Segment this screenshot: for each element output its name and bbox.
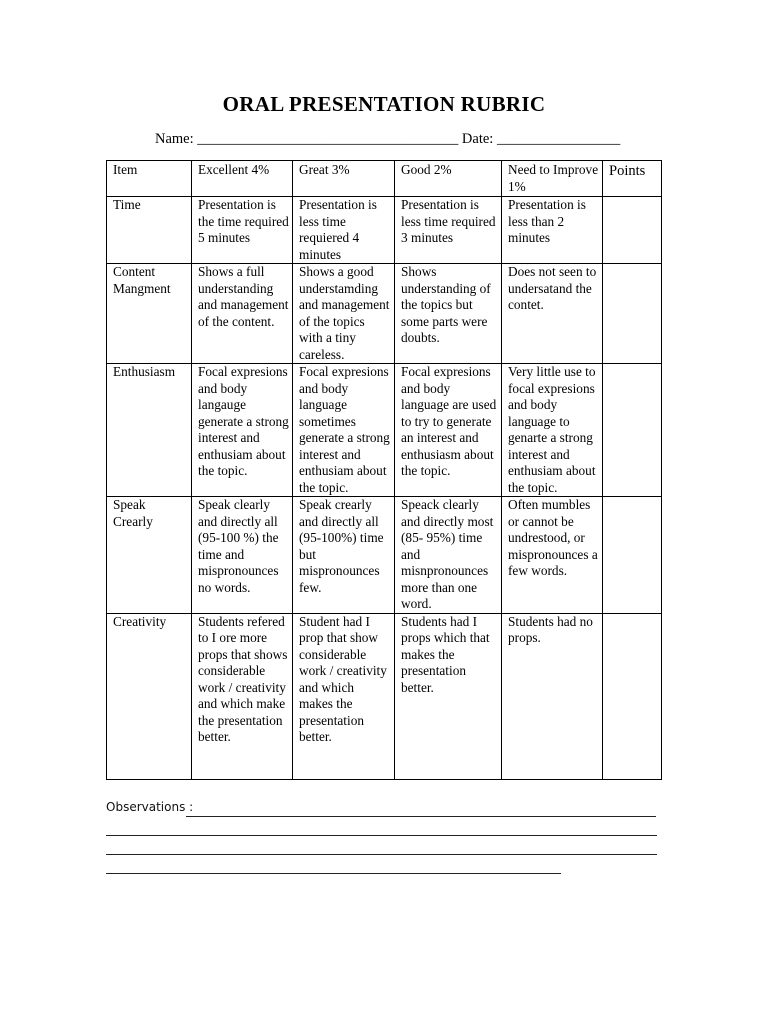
cell-excellent: Speak clearly and directly all (95-100 %) the time and mispronounces no words.	[192, 497, 293, 614]
header-great: Great 3%	[293, 161, 395, 197]
cell-points[interactable]	[603, 364, 662, 497]
cell-good: Speack clearly and directly most (85- 95%) time and misnpronounces more than one word.	[395, 497, 502, 614]
cell-need-to-improve: Presentation is less than 2 minutes	[502, 197, 603, 264]
cell-great: Shows a good understamding and management of the topics with a tiny careless.	[293, 264, 395, 364]
cell-good: Presentation is less time required 3 minutes	[395, 197, 502, 264]
observations-line[interactable]	[106, 854, 657, 855]
name-blank[interactable]: ____________________________________	[197, 131, 459, 147]
date-label: Date:	[461, 131, 494, 147]
name-date-line	[155, 131, 620, 148]
observations-line[interactable]	[106, 835, 657, 836]
cell-need-to-improve: Very little use to focal expresions and body language to genarte a strong interest and enthusiam about the topic.	[502, 364, 603, 497]
page-title: ORAL PRESENTATION RUBRIC	[222, 92, 546, 116]
cell-great: Speak crearly and directly all (95-100%) time but mispronounces few.	[293, 497, 395, 614]
observations-section	[106, 800, 662, 814]
table-header-row	[107, 161, 662, 197]
cell-excellent: Shows a full understanding and management of the content.	[192, 264, 293, 364]
table-row	[107, 613, 662, 779]
row-item: Enthusiasm	[107, 364, 192, 497]
cell-points[interactable]	[603, 497, 662, 614]
cell-great: Student had I prop that show considerable work / creativity and which makes the presentation better.	[293, 613, 395, 779]
header-need-to-improve: Need to Improve 1%	[502, 161, 603, 197]
observations-line[interactable]	[106, 873, 561, 874]
table-row	[107, 197, 662, 264]
date-blank[interactable]: _________________	[496, 131, 621, 147]
cell-points[interactable]	[603, 264, 662, 364]
cell-excellent: Presentation is the time required 5 minutes	[192, 197, 293, 264]
table-row	[107, 264, 662, 364]
table-row	[107, 364, 662, 497]
cell-need-to-improve: Students had no props.	[502, 613, 603, 779]
header-good: Good 2%	[395, 161, 502, 197]
cell-good: Focal expresions and body language are used to try to generate an interest and enthusiasm about the topic.	[395, 364, 502, 497]
cell-great: Focal expresions and body language sometimes generate a strong interest and enthusiam about the topic.	[293, 364, 395, 497]
row-item: Content Mangment	[107, 264, 192, 364]
observations-line[interactable]	[186, 816, 656, 817]
header-item: Item	[107, 161, 192, 197]
cell-excellent: Focal expresions and body langauge generate a strong interest and enthusiam about the topic.	[192, 364, 293, 497]
header-points: Points	[603, 161, 662, 197]
cell-great: Presentation is less time requiered 4 minutes	[293, 197, 395, 264]
cell-points[interactable]	[603, 613, 662, 779]
cell-good: Shows understanding of the topics but some parts were doubts.	[395, 264, 502, 364]
name-label: Name:	[155, 131, 194, 147]
cell-excellent: Students refered to I ore more props that shows considerable work / creativity and which make the presentation better.	[192, 613, 293, 779]
row-item: Speak Crearly	[107, 497, 192, 614]
cell-need-to-improve: Does not seen to undersatand the contet.	[502, 264, 603, 364]
table-row	[107, 497, 662, 614]
cell-points[interactable]	[603, 197, 662, 264]
row-item: Creativity	[107, 613, 192, 779]
observations-label: Observations :	[106, 800, 194, 814]
header-excellent: Excellent 4%	[192, 161, 293, 197]
rubric-table	[106, 160, 662, 780]
row-item: Time	[107, 197, 192, 264]
cell-need-to-improve: Often mumbles or cannot be undrestood, or mispronounces a few words.	[502, 497, 603, 614]
cell-good: Students had I props which that makes the presentation better.	[395, 613, 502, 779]
